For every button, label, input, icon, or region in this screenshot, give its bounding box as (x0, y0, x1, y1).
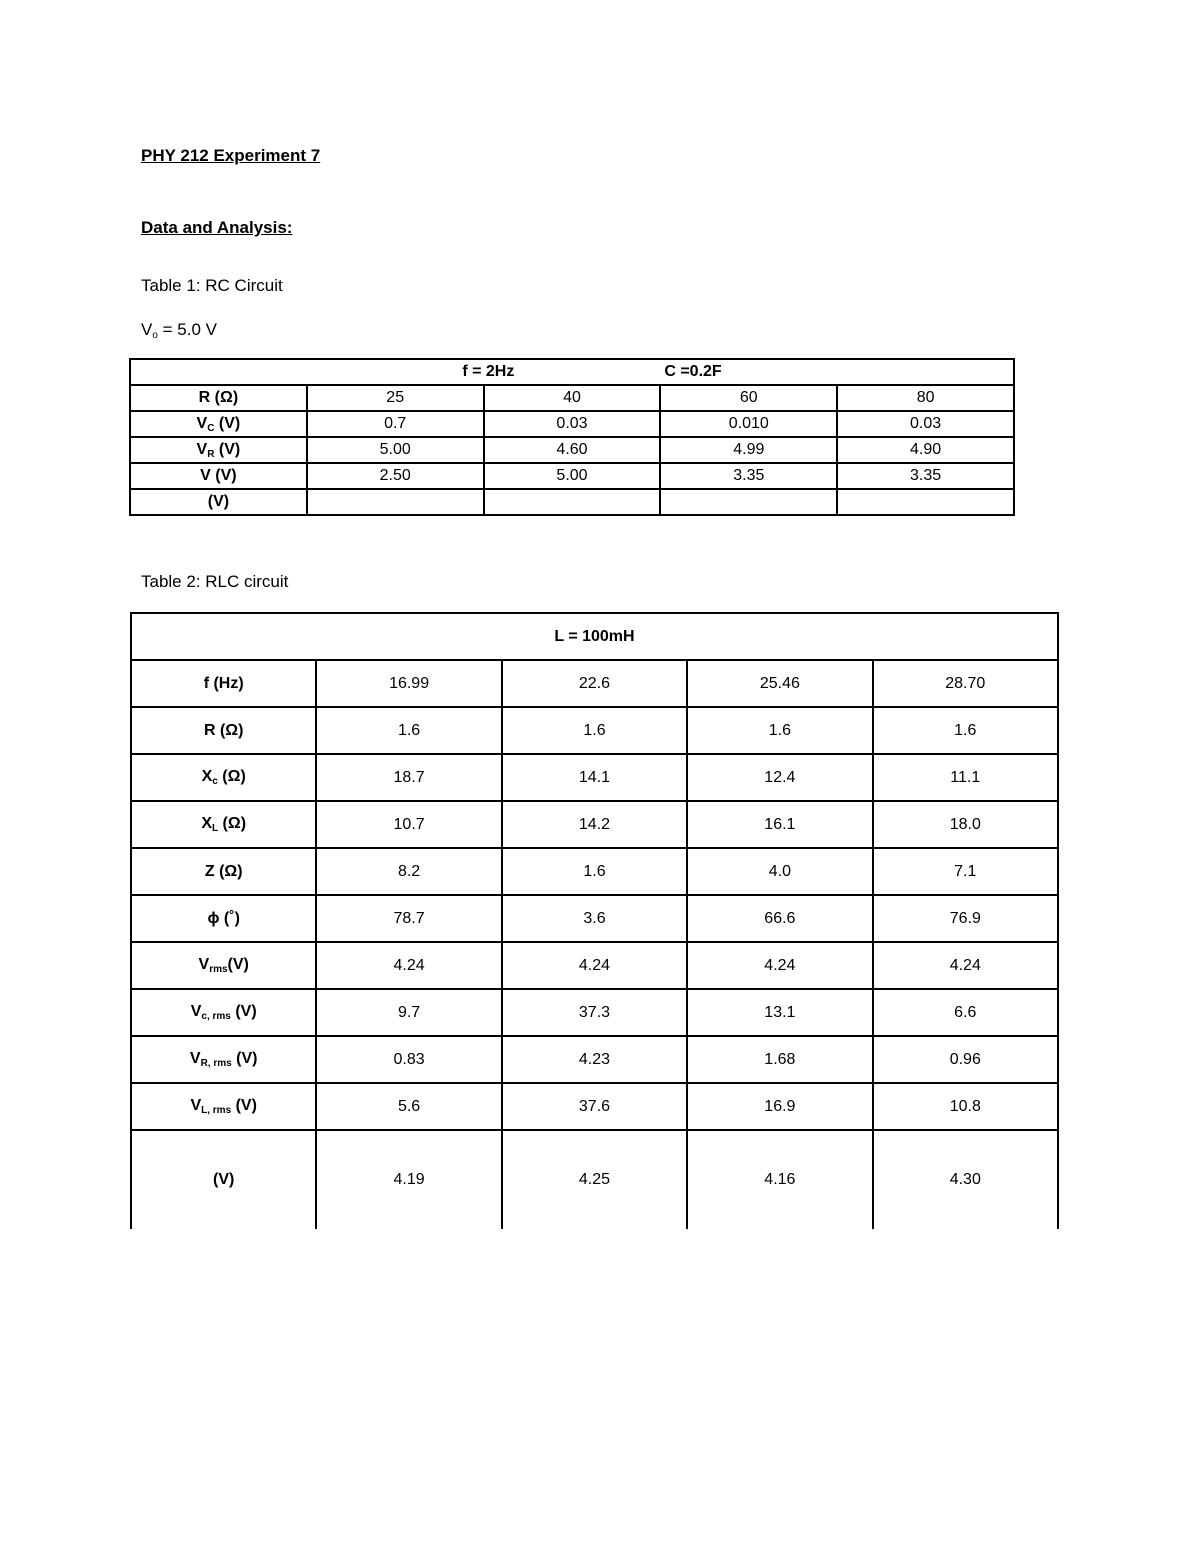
row-label-main: V (190, 1003, 202, 1020)
table-cell: 16.9 (687, 1083, 872, 1130)
table-cell: 37.3 (502, 989, 687, 1036)
row-label (131, 1130, 316, 1229)
table-cell: 37.6 (502, 1083, 687, 1130)
row-label (131, 989, 316, 1036)
table-cell: 80 (837, 385, 1014, 411)
table-row (131, 848, 1058, 895)
table-cell: 4.90 (837, 437, 1014, 463)
row-label (131, 942, 316, 989)
table-cell: 8.2 (316, 848, 501, 895)
table-cell: 11.1 (873, 754, 1058, 801)
row-label (130, 411, 307, 437)
row-label (131, 1036, 316, 1083)
row-label-unit: (V) (230, 1003, 257, 1020)
row-label-subscript: rms (209, 964, 228, 975)
table-cell: 28.70 (873, 660, 1058, 707)
table-row (131, 801, 1058, 848)
table-cell: 3.6 (502, 895, 687, 942)
table-cell: 1.6 (316, 707, 501, 754)
frequency-header: f = 2Hz (462, 363, 515, 380)
table-cell: 22.6 (502, 660, 687, 707)
row-label-main: X (201, 815, 212, 832)
table-row (131, 895, 1058, 942)
row-label-unit: (V) (231, 1050, 258, 1067)
row-label-main: V (198, 956, 210, 973)
row-label-subscript: R (207, 448, 215, 460)
table-cell: 2.50 (307, 463, 484, 489)
row-label-subscript: R, rms (200, 1058, 232, 1069)
table-row (130, 437, 1014, 463)
row-label (130, 385, 307, 411)
row-label-main: (V) (207, 493, 230, 510)
table-row (131, 1130, 1058, 1229)
vo-label: V (141, 320, 153, 339)
table-cell: 3.35 (837, 463, 1014, 489)
row-label-main: V (196, 414, 208, 432)
table-cell: 5.00 (484, 463, 661, 489)
row-label-subscript: c, rms (201, 1011, 231, 1022)
capacitance-header: C =0.2F (664, 363, 722, 380)
table-cell (484, 489, 661, 515)
row-label-unit: (V) (227, 956, 249, 973)
table-row (130, 411, 1014, 437)
row-label-main: R (Ω) (203, 721, 244, 739)
table-cell: 4.19 (316, 1130, 501, 1229)
row-label-unit: (Ω) (218, 815, 247, 832)
row-label (131, 707, 316, 754)
row-label (130, 437, 307, 463)
row-label-unit: (Ω) (217, 768, 246, 785)
row-label (130, 489, 307, 515)
table-cell: 4.25 (502, 1130, 687, 1229)
row-label (130, 463, 307, 489)
row-label (131, 848, 316, 895)
row-label (131, 1083, 316, 1130)
row-label-main: R (Ω) (198, 389, 239, 406)
table-cell: 25.46 (687, 660, 872, 707)
table-body (131, 660, 1058, 1229)
table-cell: 4.0 (687, 848, 872, 895)
table-cell: 14.1 (502, 754, 687, 801)
table-cell: 16.99 (316, 660, 501, 707)
table-cell: 18.7 (316, 754, 501, 801)
table-cell: 4.24 (687, 942, 872, 989)
document-title: PHY 212 Experiment 7 (141, 146, 321, 165)
table-cell: 4.23 (502, 1036, 687, 1083)
table-cell: 60 (660, 385, 837, 411)
table-row (131, 1083, 1058, 1130)
vo-subscript: o (152, 330, 158, 341)
table-row (131, 660, 1058, 707)
table-row (131, 707, 1058, 754)
vo-value: = 5.0 V (157, 320, 217, 339)
row-label (131, 801, 316, 848)
table-cell: 16.1 (687, 801, 872, 848)
table-cell: 4.24 (502, 942, 687, 989)
table-cell: 78.7 (316, 895, 501, 942)
table-cell: 25 (307, 385, 484, 411)
inductance-header: L = 100mH (131, 613, 1058, 660)
table-row (131, 754, 1058, 801)
table-header-row (130, 359, 1014, 385)
table-cell: 13.1 (687, 989, 872, 1036)
table-cell: 1.6 (502, 707, 687, 754)
table-cell: 1.68 (687, 1036, 872, 1083)
table-row (131, 942, 1058, 989)
row-label-main: f (Hz) (203, 674, 244, 692)
table-cell: 4.99 (660, 437, 837, 463)
table-cell (837, 489, 1014, 515)
table-cell: 1.6 (687, 707, 872, 754)
row-label-main: Z (Ω) (204, 862, 243, 880)
table-cell: 4.16 (687, 1130, 872, 1229)
table-body (130, 385, 1014, 515)
table-cell: 5.00 (307, 437, 484, 463)
table-cell: 4.24 (316, 942, 501, 989)
table-cell (660, 489, 837, 515)
row-label-subscript: L (212, 823, 219, 834)
table-row (130, 489, 1014, 515)
table-cell: 0.03 (837, 411, 1014, 437)
table-cell: 0.7 (307, 411, 484, 437)
row-label-main: V (190, 1097, 202, 1114)
table-row (130, 463, 1014, 489)
table1-caption: Table 1: RC Circuit (141, 276, 283, 295)
table-cell: 76.9 (873, 895, 1058, 942)
rc-circuit-table (129, 358, 1015, 516)
table-cell: 5.6 (316, 1083, 501, 1130)
table-cell: 6.6 (873, 989, 1058, 1036)
table-cell: 4.24 (873, 942, 1058, 989)
table-cell: 10.8 (873, 1083, 1058, 1130)
row-label-subscript: C (207, 422, 215, 434)
table-cell: 1.6 (873, 707, 1058, 754)
table-cell: 14.2 (502, 801, 687, 848)
table-cell: 40 (484, 385, 661, 411)
table-cell: 4.30 (873, 1130, 1058, 1229)
table-row (131, 989, 1058, 1036)
table-cell: 18.0 (873, 801, 1058, 848)
row-label (131, 660, 316, 707)
table-cell: 0.03 (484, 411, 661, 437)
table-cell: 7.1 (873, 848, 1058, 895)
table-cell: 66.6 (687, 895, 872, 942)
row-label-subscript: c (212, 776, 218, 787)
table-row (130, 385, 1014, 411)
table-header-row (131, 613, 1058, 660)
row-label-unit: (V) (231, 1097, 257, 1114)
rlc-circuit-table (130, 612, 1059, 1229)
table-cell: 0.010 (660, 411, 837, 437)
table-cell: 3.35 (660, 463, 837, 489)
row-label-unit: (V) (214, 414, 241, 432)
table-cell: 4.60 (484, 437, 661, 463)
row-label-main: X (201, 768, 213, 785)
row-label-main: V (V) (200, 467, 237, 484)
row-label-main: (V) (213, 1171, 235, 1188)
section-heading: Data and Analysis: (141, 218, 293, 237)
row-label-main: ϕ (˚) (207, 909, 240, 927)
table-cell: 10.7 (316, 801, 501, 848)
table-cell: 9.7 (316, 989, 501, 1036)
row-label-subscript: L, rms (201, 1105, 232, 1116)
row-label-main: V (196, 440, 208, 458)
table-cell (307, 489, 484, 515)
table-header-cell (130, 359, 1014, 385)
table2-caption: Table 2: RLC circuit (141, 572, 289, 591)
table-cell: 1.6 (502, 848, 687, 895)
row-label-unit: (V) (214, 440, 241, 458)
table-cell: 0.83 (316, 1036, 501, 1083)
row-label (131, 895, 316, 942)
row-label (131, 754, 316, 801)
table-cell: 12.4 (687, 754, 872, 801)
table-row (131, 1036, 1058, 1083)
vo-line (141, 320, 217, 341)
table-cell: 0.96 (873, 1036, 1058, 1083)
row-label-main: V (189, 1050, 201, 1067)
